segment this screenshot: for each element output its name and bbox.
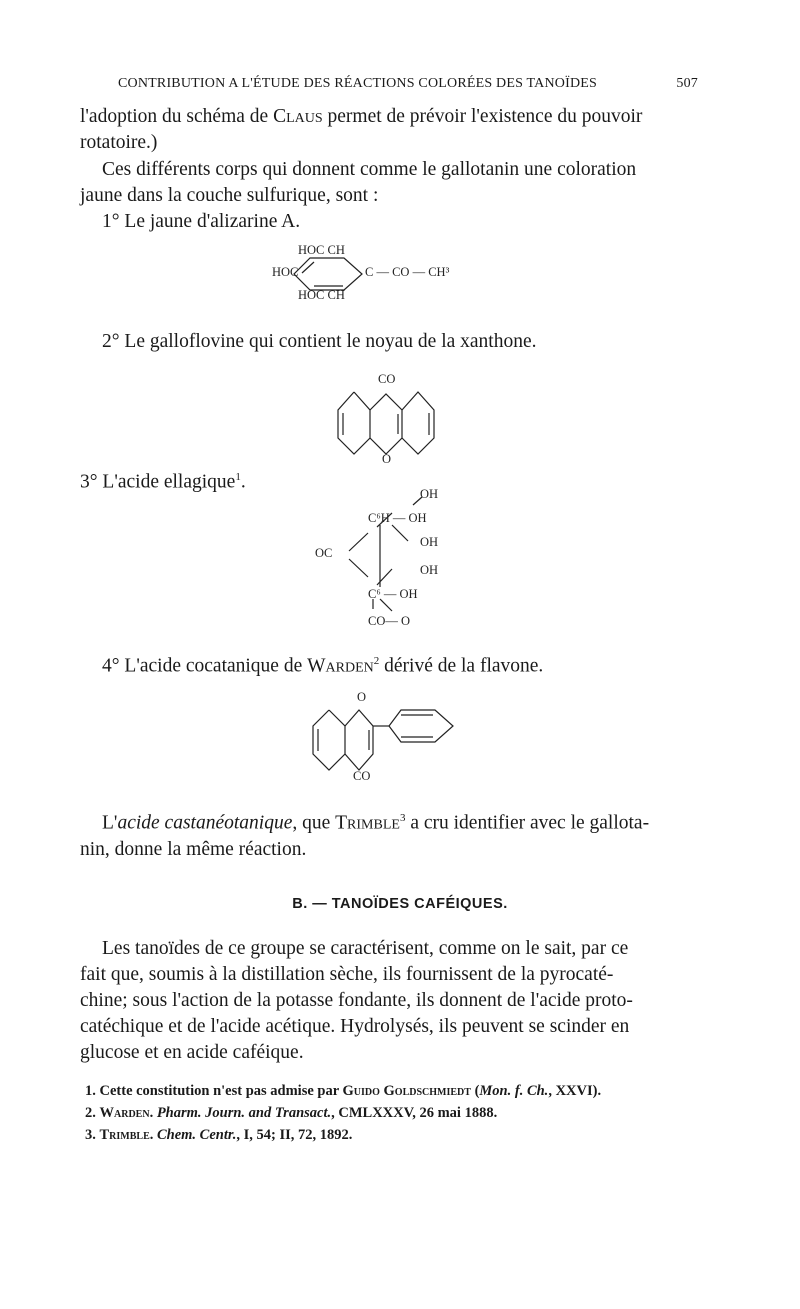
para3-line: Les tanoïdes de ce groupe se caractérisent, comme on le sait, par ce — [102, 938, 629, 959]
author-claus: Claus — [273, 106, 323, 127]
formula1-right: C — CO — CH³ — [365, 265, 450, 279]
para3-line: chine; sous l'action de la potasse fondante, ils donnent de l'acide proto- — [80, 990, 633, 1011]
page-number: 507 — [676, 76, 698, 91]
section-heading: B. — TANOÏDES CAFÉIQUES. — [292, 896, 508, 912]
author-trimble: Trimble — [335, 812, 400, 834]
formula1-left: HOC — [272, 265, 299, 279]
flavone-rings — [313, 706, 463, 776]
formula3-c6h: C⁶H — OH — [368, 511, 427, 525]
formula4-bottom: CO — [353, 769, 371, 783]
formula1-top: HOC CH — [298, 243, 345, 257]
formula3-coo: CO— O — [368, 614, 411, 628]
formula3-oh4: OH — [420, 563, 439, 577]
running-header — [118, 76, 698, 92]
para1-line2: rotatoire.) — [80, 132, 158, 153]
list-item-4: 4° L'acide cocatanique de Warden$^2$ dérivé de la flavone. — [102, 655, 544, 677]
list-item-2: 2° Le galloflovine qui contient le noyau de la xanthone. — [102, 331, 537, 352]
para1-line1: l'adoption du schéma de Claus permet de prévoir l'existence du pouvoir — [80, 106, 643, 127]
author-warden: Warden — [307, 655, 374, 677]
formula2-bottom: O — [382, 452, 392, 466]
para1-line4: jaune dans la couche sulfurique, sont : — [80, 185, 379, 206]
italic-castaneotanique: acide castanéotanique — [117, 812, 293, 834]
footnote-2: 2. Warden. Pharm. Journ. and Transact., CMLXXXV, 26 mai 1888. — [85, 1105, 498, 1121]
formula1-bottom: HOC CH — [298, 288, 345, 302]
formula2-top: CO — [378, 372, 396, 386]
footnote-1: 1. Cette constitution n'est pas admise par Guido Goldschmiedt (Mon. f. Ch., XXVI). — [85, 1083, 602, 1099]
para3-line: glucose et en acide caféique. — [80, 1042, 304, 1063]
formula3-oh3: OH — [420, 535, 439, 549]
formula3-c6: C⁶ — OH — [368, 587, 418, 601]
ellagic-bonds — [330, 495, 430, 625]
para1-line3: Ces différents corps qui donnent comme le gallotanin une coloration — [102, 159, 637, 180]
para2-line1: L'acide castanéotanique, que Trimble$^3$ a cru identifier avec le gallota- — [102, 812, 650, 834]
para2-line2: nin, donne la même réaction. — [80, 839, 307, 860]
list-item-1: 1° Le jaune d'alizarine A. — [102, 211, 301, 232]
running-title: CONTRIBUTION A L'ÉTUDE DES RÉACTIONS COLORÉES DES TANOÏDES — [118, 76, 598, 91]
benzene-ring-1 — [300, 256, 370, 292]
formula4-top: O — [357, 690, 367, 704]
footnote-3: 3. Trimble. Chem. Centr., I, 54; II, 72, 1892. — [85, 1127, 353, 1143]
formula3-oh1: OH — [420, 487, 439, 501]
formula3-oc: OC — [315, 546, 333, 560]
para3-line: catéchique et de l'acide acétique. Hydrolysés, ils peuvent se scinder en — [80, 1016, 630, 1037]
list-item-3: 3° L'acide ellagique$^1$. — [80, 471, 246, 493]
para3-line: fait que, soumis à la distillation sèche, ils fournissent de la pyrocaté- — [80, 964, 614, 985]
